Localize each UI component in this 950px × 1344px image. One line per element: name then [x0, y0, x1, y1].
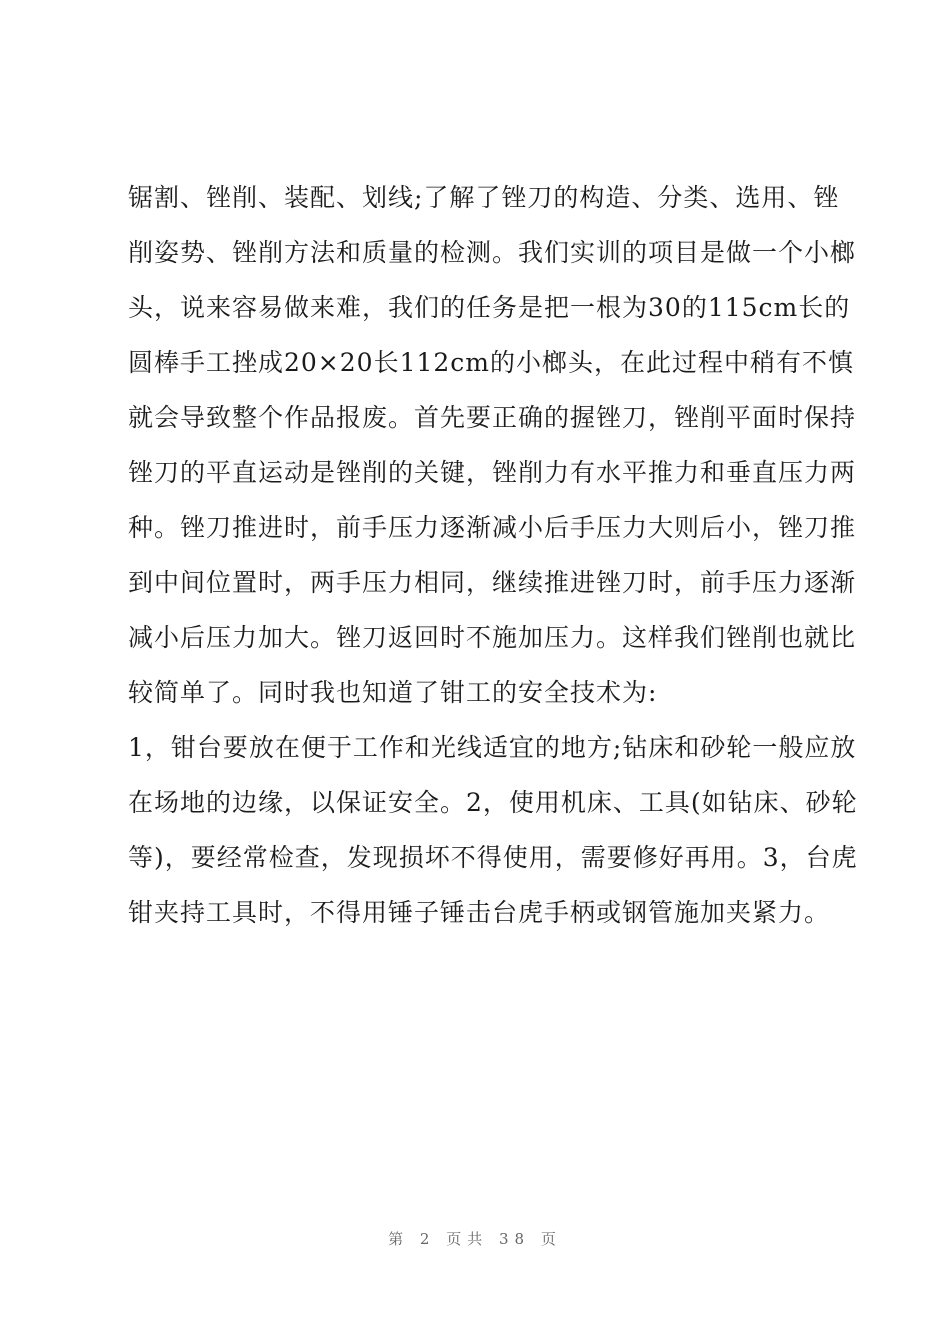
- text-line: 锉刀的平直运动是锉削的关键，锉削力有水平推力和垂直压力两: [128, 458, 857, 487]
- text-line: 锯割、锉削、装配、划线;了解了锉刀的构造、分类、选用、锉: [128, 183, 840, 212]
- page-number-footer: 第 2 页共 38 页: [388, 1230, 562, 1248]
- text-line: 在场地的边缘，以保证安全。2，使用机床、工具(如钻床、砂轮: [128, 788, 858, 817]
- text-line: 较简单了。同时我也知道了钳工的安全技术为:: [128, 678, 658, 707]
- text-line: 削姿势、锉削方法和质量的检测。我们实训的项目是做一个小榔: [128, 238, 857, 267]
- text-line: 到中间位置时，两手压力相同，继续推进锉刀时，前手压力逐渐: [128, 568, 857, 597]
- text-line: 种。锉刀推进时，前手压力逐渐减小后手压力大则后小，锉刀推: [128, 513, 857, 542]
- text-line: 头，说来容易做来难，我们的任务是把一根为30的115cm长的: [128, 293, 851, 322]
- text-line: 等)，要经常检查，发现损坏不得使用，需要修好再用。3，台虎: [128, 843, 858, 872]
- text-line: 圆棒手工挫成20×20长112cm的小榔头，在此过程中稍有不慎: [128, 348, 854, 377]
- body-text: [128, 170, 858, 940]
- text-line: 减小后压力加大。锉刀返回时不施加压力。这样我们锉削也就比: [128, 623, 857, 652]
- text-line: 1，钳台要放在便于工作和光线适宜的地方;钻床和砂轮一般应放: [128, 733, 857, 762]
- text-line: 就会导致整个作品报废。首先要正确的握锉刀，锉削平面时保持: [128, 403, 857, 432]
- text-line: 钳夹持工具时，不得用锤子锤击台虎手柄或钢管施加夹紧力。: [128, 898, 831, 927]
